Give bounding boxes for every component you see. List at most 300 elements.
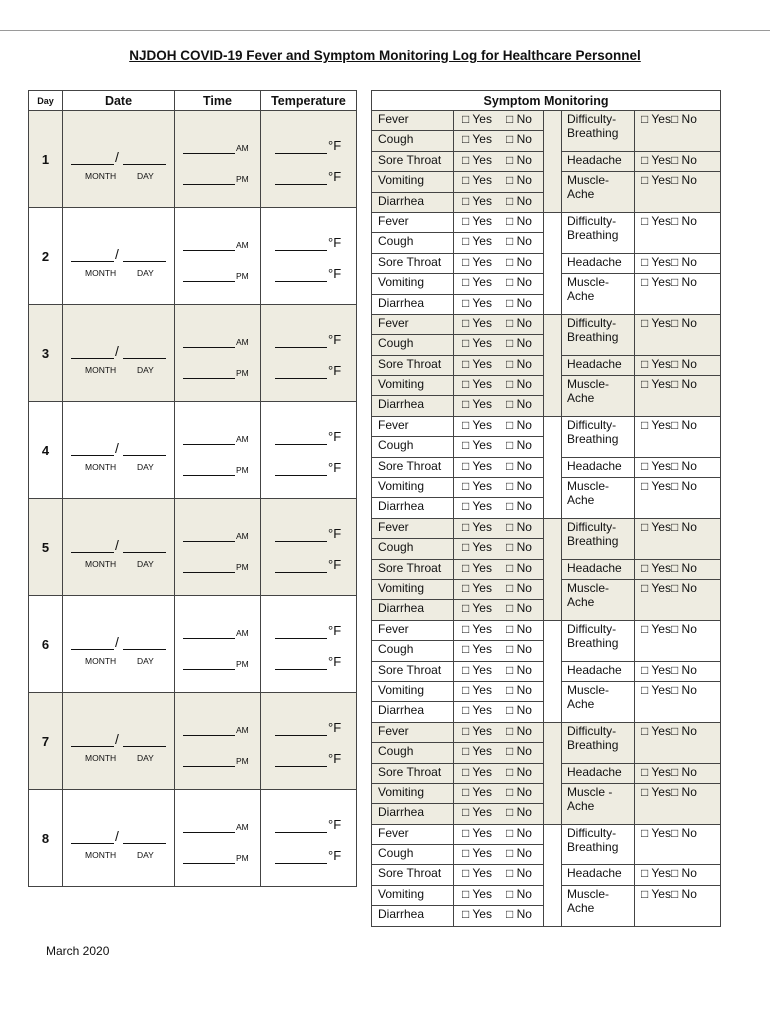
month-blank[interactable] [71,261,114,262]
symptom-label-line: Muscle- [567,580,610,595]
no-checkbox[interactable]: □ No [506,275,532,290]
no-checkbox[interactable]: □ No [670,682,697,697]
date-entry[interactable] [63,111,175,208]
month-blank[interactable] [71,649,114,650]
no-checkbox[interactable]: □ No [670,519,697,534]
pm-blank[interactable] [183,669,235,670]
yes-checkbox[interactable]: □ Yes [462,621,492,636]
degree-label: °F [328,526,342,541]
no-checkbox[interactable]: □ No [670,866,697,881]
symptom-label-line: Difficulty- [567,825,617,840]
yes-checkbox[interactable]: □ Yes [462,132,492,147]
yes-checkbox[interactable]: □ Yes [462,193,492,208]
yes-checkbox[interactable]: □ Yes [641,866,671,881]
no-checkbox[interactable]: □ No [670,560,697,575]
no-checkbox[interactable]: □ No [670,764,697,779]
symptom-label-line: Muscle- [567,886,610,901]
no-checkbox[interactable]: □ No [506,377,532,392]
symptom-label-line: Difficulty- [567,723,617,738]
day-blank[interactable] [123,649,166,650]
yes-no-options [454,212,544,232]
am-blank[interactable] [183,638,235,639]
pm-blank[interactable] [183,766,235,767]
pm-blank[interactable] [183,475,235,476]
no-checkbox[interactable]: □ No [670,458,697,473]
symptom-label-line: Breathing [567,329,619,344]
symptom-label: Diarrhea [372,804,454,824]
temperature-entry[interactable] [261,208,357,305]
top-rule [0,30,770,31]
yes-no-options [635,824,721,865]
no-checkbox[interactable]: □ No [506,213,532,228]
pm-label: PM [236,465,249,475]
yes-no-options [454,355,544,375]
symptom-label: Vomiting [372,478,454,498]
pm-label: PM [236,271,249,281]
symptom-label: Cough [372,437,454,457]
date-entry[interactable] [63,208,175,305]
no-checkbox[interactable]: □ No [670,479,697,494]
am-temp-blank[interactable] [275,541,327,542]
date-entry[interactable] [63,693,175,790]
yes-checkbox[interactable]: □ Yes [641,560,671,575]
symptom-label-line: Muscle - [567,784,613,799]
date-entry[interactable] [63,790,175,887]
yes-no-options [635,763,721,783]
no-checkbox[interactable]: □ No [506,642,532,657]
temperature-entry[interactable] [261,305,357,402]
no-checkbox[interactable]: □ No [670,112,697,126]
am-blank[interactable] [183,832,235,833]
header-symptom-monitoring: Symptom Monitoring [372,91,721,111]
yes-no-options [454,498,544,518]
yes-no-options [454,111,544,131]
pm-temp-blank[interactable] [275,475,327,476]
yes-checkbox[interactable]: □ Yes [462,417,492,432]
temperature-entry[interactable] [261,790,357,887]
no-checkbox[interactable]: □ No [670,886,697,901]
symptom-row [372,111,721,131]
date-entry[interactable] [63,596,175,693]
month-label: MONTH [85,656,117,666]
day-row [29,208,357,305]
no-checkbox[interactable]: □ No [506,438,532,453]
time-entry[interactable] [175,305,261,402]
date-entry[interactable] [63,499,175,596]
yes-checkbox[interactable]: □ Yes [462,682,492,697]
no-checkbox[interactable]: □ No [506,560,532,575]
yes-no-options [454,518,544,538]
time-entry[interactable] [175,693,261,790]
yes-checkbox[interactable]: □ Yes [641,458,671,473]
yes-checkbox[interactable]: □ Yes [462,356,492,371]
yes-checkbox[interactable]: □ Yes [462,275,492,290]
pm-blank[interactable] [183,378,235,379]
pm-blank[interactable] [183,572,235,573]
no-checkbox[interactable]: □ No [670,621,697,636]
yes-checkbox[interactable]: □ Yes [462,315,492,330]
yes-no-options [454,151,544,171]
no-checkbox[interactable]: □ No [506,112,532,126]
no-checkbox[interactable]: □ No [506,784,532,799]
pm-temp-blank[interactable] [275,184,327,185]
no-checkbox[interactable]: □ No [670,254,697,269]
pm-temp-blank[interactable] [275,863,327,864]
no-checkbox[interactable]: □ No [506,152,532,167]
am-blank[interactable] [183,541,235,542]
symptom-label-difficulty-breathing [562,314,635,355]
no-checkbox[interactable]: □ No [506,336,532,351]
date-slash: / [115,731,119,747]
symptom-label-line: Difficulty- [567,519,617,534]
yes-checkbox[interactable]: □ Yes [462,540,492,555]
yes-checkbox[interactable]: □ Yes [462,519,492,534]
time-entry[interactable] [175,596,261,693]
yes-no-options [454,804,544,824]
no-checkbox[interactable]: □ No [506,458,532,473]
yes-checkbox[interactable]: □ Yes [462,397,492,412]
no-checkbox[interactable]: □ No [506,193,532,208]
yes-checkbox[interactable]: □ Yes [462,336,492,351]
no-checkbox[interactable]: □ No [506,703,532,718]
yes-checkbox[interactable]: □ Yes [462,703,492,718]
no-checkbox[interactable]: □ No [506,519,532,534]
am-temp-blank[interactable] [275,735,327,736]
symptom-label: Vomiting [372,783,454,803]
pm-blank[interactable] [183,863,235,864]
day-blank[interactable] [123,164,166,165]
spacer-column [544,212,562,314]
date-slash: / [115,634,119,650]
no-checkbox[interactable]: □ No [670,580,697,595]
temperature-entry[interactable] [261,499,357,596]
time-entry[interactable] [175,111,261,208]
symptom-label: Sore Throat [372,865,454,885]
am-blank[interactable] [183,444,235,445]
month-label: MONTH [85,559,117,569]
month-blank[interactable] [71,843,114,844]
symptom-label: Vomiting [372,579,454,599]
month-blank[interactable] [71,358,114,359]
symptom-label-line: Ache [567,798,595,813]
no-checkbox[interactable]: □ No [506,540,532,555]
yes-no-options [454,192,544,212]
date-entry[interactable] [63,305,175,402]
day-row [29,693,357,790]
yes-checkbox[interactable]: □ Yes [641,315,671,330]
yes-checkbox[interactable]: □ Yes [462,580,492,595]
spacer-column [544,620,562,722]
yes-checkbox[interactable]: □ Yes [641,479,671,494]
symptom-label-difficulty-breathing [562,111,635,152]
symptom-label: Fever [372,212,454,232]
yes-no-options [454,579,544,599]
yes-checkbox[interactable]: □ Yes [641,254,671,269]
pm-blank[interactable] [183,184,235,185]
yes-checkbox[interactable]: □ Yes [462,234,492,249]
yes-checkbox[interactable]: □ Yes [462,723,492,738]
no-checkbox[interactable]: □ No [670,173,697,188]
symptom-row [372,518,721,538]
yes-no-options [454,314,544,334]
yes-checkbox[interactable]: □ Yes [462,642,492,657]
symptom-label: Fever [372,722,454,742]
yes-checkbox[interactable]: □ Yes [641,621,671,636]
no-checkbox[interactable]: □ No [506,621,532,636]
yes-no-options [454,376,544,396]
yes-checkbox[interactable]: □ Yes [641,152,671,167]
symptom-label: Diarrhea [372,192,454,212]
time-entry[interactable] [175,499,261,596]
am-label: AM [236,822,249,832]
yes-checkbox[interactable]: □ Yes [462,254,492,269]
yes-checkbox[interactable]: □ Yes [641,580,671,595]
yes-checkbox[interactable]: □ Yes [462,213,492,228]
symptom-label-difficulty-breathing [562,416,635,457]
yes-checkbox[interactable]: □ Yes [641,886,671,901]
day-number: 4 [29,402,63,499]
day-label: DAY [137,268,154,278]
no-checkbox[interactable]: □ No [506,132,532,147]
date-slash: / [115,537,119,553]
yes-checkbox[interactable]: □ Yes [462,560,492,575]
day-label: DAY [137,753,154,763]
symptom-label-muscle-ache [562,478,635,519]
am-temp-blank[interactable] [275,250,327,251]
yes-no-options [454,743,544,763]
temperature-entry[interactable] [261,693,357,790]
yes-checkbox[interactable]: □ Yes [462,152,492,167]
symptom-label-line: Difficulty- [567,112,617,126]
symptom-label-line: Breathing [567,737,619,752]
no-checkbox[interactable]: □ No [506,295,532,310]
time-entry[interactable] [175,790,261,887]
no-checkbox[interactable]: □ No [506,499,532,514]
yes-no-options [635,579,721,620]
symptom-label: Sore Throat [372,355,454,375]
day-blank[interactable] [123,746,166,747]
no-checkbox[interactable]: □ No [670,662,697,677]
yes-checkbox[interactable]: □ Yes [641,275,671,290]
yes-no-options [635,722,721,763]
no-checkbox[interactable]: □ No [506,907,532,922]
yes-checkbox[interactable]: □ Yes [641,213,671,228]
day-blank[interactable] [123,455,166,456]
symptom-label: Cough [372,539,454,559]
no-checkbox[interactable]: □ No [670,275,697,290]
yes-checkbox[interactable]: □ Yes [462,499,492,514]
yes-no-options [635,416,721,457]
yes-checkbox[interactable]: □ Yes [641,723,671,738]
yes-no-options [454,396,544,416]
symptom-row [372,212,721,232]
day-number: 2 [29,208,63,305]
yes-no-options [454,600,544,620]
yes-checkbox[interactable]: □ Yes [462,866,492,881]
no-checkbox[interactable]: □ No [506,417,532,432]
am-blank[interactable] [183,735,235,736]
yes-checkbox[interactable]: □ Yes [462,173,492,188]
yes-checkbox[interactable]: □ Yes [462,438,492,453]
yes-checkbox[interactable]: □ Yes [641,764,671,779]
yes-checkbox[interactable]: □ Yes [641,784,671,799]
month-blank[interactable] [71,746,114,747]
yes-checkbox[interactable]: □ Yes [462,744,492,759]
symptom-label: Vomiting [372,376,454,396]
temperature-entry[interactable] [261,596,357,693]
am-blank[interactable] [183,250,235,251]
yes-checkbox[interactable]: □ Yes [462,764,492,779]
pm-blank[interactable] [183,281,235,282]
no-checkbox[interactable]: □ No [670,213,697,228]
yes-checkbox[interactable]: □ Yes [641,356,671,371]
yes-checkbox[interactable]: □ Yes [462,907,492,922]
symptom-label-headache: Headache [562,865,635,885]
symptom-label-muscle-ache [562,274,635,315]
symptom-label: Cough [372,233,454,253]
yes-checkbox[interactable]: □ Yes [641,417,671,432]
day-blank[interactable] [123,261,166,262]
am-temp-blank[interactable] [275,444,327,445]
no-checkbox[interactable]: □ No [506,254,532,269]
yes-checkbox[interactable]: □ Yes [641,112,671,126]
no-checkbox[interactable]: □ No [506,601,532,616]
no-checkbox[interactable]: □ No [670,377,697,392]
symptom-label-difficulty-breathing [562,518,635,559]
day-blank[interactable] [123,358,166,359]
no-checkbox[interactable]: □ No [670,825,697,840]
symptom-label-line: Ache [567,187,595,202]
yes-checkbox[interactable]: □ Yes [462,805,492,820]
yes-no-options [635,111,721,152]
no-checkbox[interactable]: □ No [506,825,532,840]
no-checkbox[interactable]: □ No [506,886,532,901]
no-checkbox[interactable]: □ No [506,744,532,759]
no-checkbox[interactable]: □ No [506,723,532,738]
symptom-label-line: Breathing [567,635,619,650]
no-checkbox[interactable]: □ No [670,315,697,330]
yes-checkbox[interactable]: □ Yes [641,519,671,534]
symptom-label-line: Ache [567,696,595,711]
yes-checkbox[interactable]: □ Yes [462,886,492,901]
no-checkbox[interactable]: □ No [670,356,697,371]
no-checkbox[interactable]: □ No [506,315,532,330]
temperature-entry[interactable] [261,402,357,499]
no-checkbox[interactable]: □ No [506,764,532,779]
no-checkbox[interactable]: □ No [506,846,532,861]
month-blank[interactable] [71,455,114,456]
pm-label: PM [236,368,249,378]
day-blank[interactable] [123,843,166,844]
yes-checkbox[interactable]: □ Yes [641,825,671,840]
no-checkbox[interactable]: □ No [506,866,532,881]
date-entry[interactable] [63,402,175,499]
am-blank[interactable] [183,347,235,348]
yes-checkbox[interactable]: □ Yes [462,295,492,310]
no-checkbox[interactable]: □ No [670,152,697,167]
am-temp-blank[interactable] [275,347,327,348]
no-checkbox[interactable]: □ No [506,479,532,494]
yes-no-options [635,253,721,273]
no-checkbox[interactable]: □ No [670,417,697,432]
degree-label: °F [328,266,342,281]
yes-checkbox[interactable]: □ Yes [462,846,492,861]
am-label: AM [236,434,249,444]
yes-checkbox[interactable]: □ Yes [641,662,671,677]
symptom-label: Vomiting [372,681,454,701]
date-slash: / [115,149,119,165]
no-checkbox[interactable]: □ No [670,723,697,738]
pm-temp-blank[interactable] [275,281,327,282]
am-temp-blank[interactable] [275,638,327,639]
yes-checkbox[interactable]: □ Yes [462,377,492,392]
no-checkbox[interactable]: □ No [506,805,532,820]
yes-no-options [454,641,544,661]
pm-temp-blank[interactable] [275,378,327,379]
yes-no-options [635,518,721,559]
yes-checkbox[interactable]: □ Yes [462,784,492,799]
yes-no-options [454,845,544,865]
symptom-label-headache: Headache [562,151,635,171]
symptom-label-line: Breathing [567,839,619,854]
yes-no-options [454,906,544,926]
yes-checkbox[interactable]: □ Yes [641,377,671,392]
am-blank[interactable] [183,153,235,154]
no-checkbox[interactable]: □ No [506,173,532,188]
yes-no-options [635,355,721,375]
pm-temp-blank[interactable] [275,766,327,767]
no-checkbox[interactable]: □ No [506,580,532,595]
spacer-column [544,111,562,213]
temperature-entry[interactable] [261,111,357,208]
symptom-label-headache: Headache [562,559,635,579]
time-entry[interactable] [175,208,261,305]
no-checkbox[interactable]: □ No [506,682,532,697]
degree-label: °F [328,138,342,153]
am-temp-blank[interactable] [275,153,327,154]
degree-label: °F [328,557,342,572]
yes-checkbox[interactable]: □ Yes [462,458,492,473]
time-entry[interactable] [175,402,261,499]
am-label: AM [236,337,249,347]
symptom-label: Vomiting [372,885,454,905]
no-checkbox[interactable]: □ No [506,356,532,371]
symptom-label-muscle-ache [562,885,635,926]
yes-checkbox[interactable]: □ Yes [462,825,492,840]
yes-checkbox[interactable]: □ Yes [462,662,492,677]
no-checkbox[interactable]: □ No [506,662,532,677]
pm-temp-blank[interactable] [275,669,327,670]
day-blank[interactable] [123,552,166,553]
yes-no-options [454,620,544,640]
yes-checkbox[interactable]: □ Yes [462,601,492,616]
yes-checkbox[interactable]: □ Yes [641,173,671,188]
yes-checkbox[interactable]: □ Yes [462,112,492,126]
symptom-label: Cough [372,845,454,865]
no-checkbox[interactable]: □ No [670,784,697,799]
month-blank[interactable] [71,164,114,165]
yes-no-options [635,681,721,722]
yes-checkbox[interactable]: □ Yes [462,479,492,494]
no-checkbox[interactable]: □ No [506,397,532,412]
degree-label: °F [328,429,342,444]
yes-checkbox[interactable]: □ Yes [641,682,671,697]
month-blank[interactable] [71,552,114,553]
pm-temp-blank[interactable] [275,572,327,573]
date-time-temperature-table [28,90,357,887]
no-checkbox[interactable]: □ No [506,234,532,249]
am-temp-blank[interactable] [275,832,327,833]
